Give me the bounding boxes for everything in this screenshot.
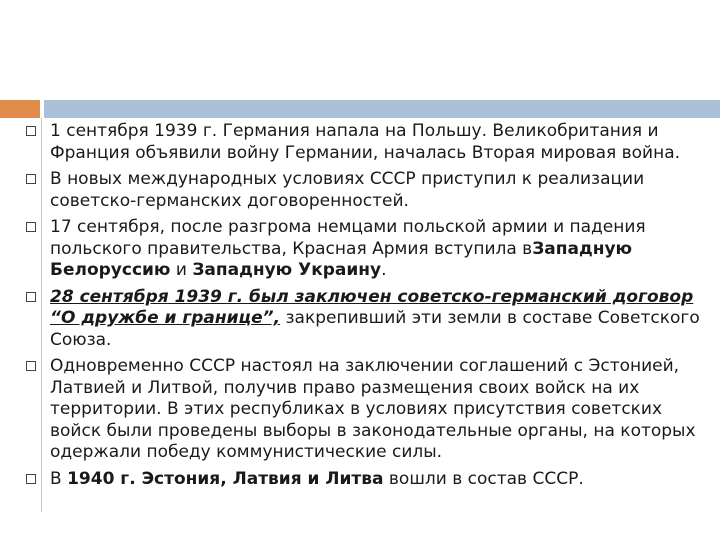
emphasized-text: Западную Украину: [192, 260, 382, 280]
hollow-square-bullet-icon: [26, 361, 36, 371]
emphasized-text: Западную Белоруссию: [50, 238, 633, 280]
accent-bar-left: [0, 100, 40, 118]
bullet-text: [50, 356, 696, 462]
bullet-text: [50, 469, 584, 489]
bullet-item: [24, 217, 718, 282]
emphasized-text: 1940 г. Эстония, Латвия и Литва: [67, 468, 384, 489]
bullet-item: [24, 356, 718, 464]
hollow-square-bullet-icon: [26, 126, 36, 136]
bullet-text: [50, 169, 644, 211]
hollow-square-bullet-icon: [26, 474, 36, 484]
slide-bullet-list: [24, 121, 718, 495]
text-run: и: [170, 260, 193, 280]
bullet-item: [24, 287, 718, 352]
bullet-text: [50, 287, 700, 350]
accent-bar-top: [44, 100, 720, 118]
bullet-item: [24, 121, 718, 164]
hollow-square-bullet-icon: [26, 292, 36, 302]
text-run: Одновременно СССР настоял на заключении соглашений с Эстонией, Латвией и Литвой, получив право размещения своих войск на их территории. В этих республиках в условиях присутствия советских войск были проведены выборы в законодательные органы, на которых одержали победу коммунистические силы.: [50, 356, 696, 462]
text-run: В: [50, 468, 68, 489]
hollow-square-bullet-icon: [26, 174, 36, 184]
hollow-square-bullet-icon: [26, 222, 36, 232]
text-run: 1 сентября 1939 г. Германия напала на Польшу. Великобритания и Франция объявили войну Германии, началась Вторая мировая война.: [50, 121, 681, 163]
text-run: В новых международных условиях СССР приступил к реализации советско-германских договоренностей.: [50, 169, 645, 211]
bullet-item: [24, 469, 718, 491]
bullet-item: [24, 169, 718, 212]
text-run: закрепивший эти земли в составе Советского Союза.: [50, 308, 700, 350]
text-run: вошли в состав СССР.: [383, 468, 584, 489]
bullet-text: [50, 217, 646, 280]
text-run: 17 сентября, после разгрома немцами польской армии и падения польского правительства, Красная Армия вступила в: [50, 217, 646, 259]
emphasized-text: 28 сентября 1939 г. был заключен советско-германский договор “О дружбе и границе”,: [50, 286, 694, 328]
bullet-text: [50, 121, 680, 163]
text-run: .: [381, 260, 387, 280]
